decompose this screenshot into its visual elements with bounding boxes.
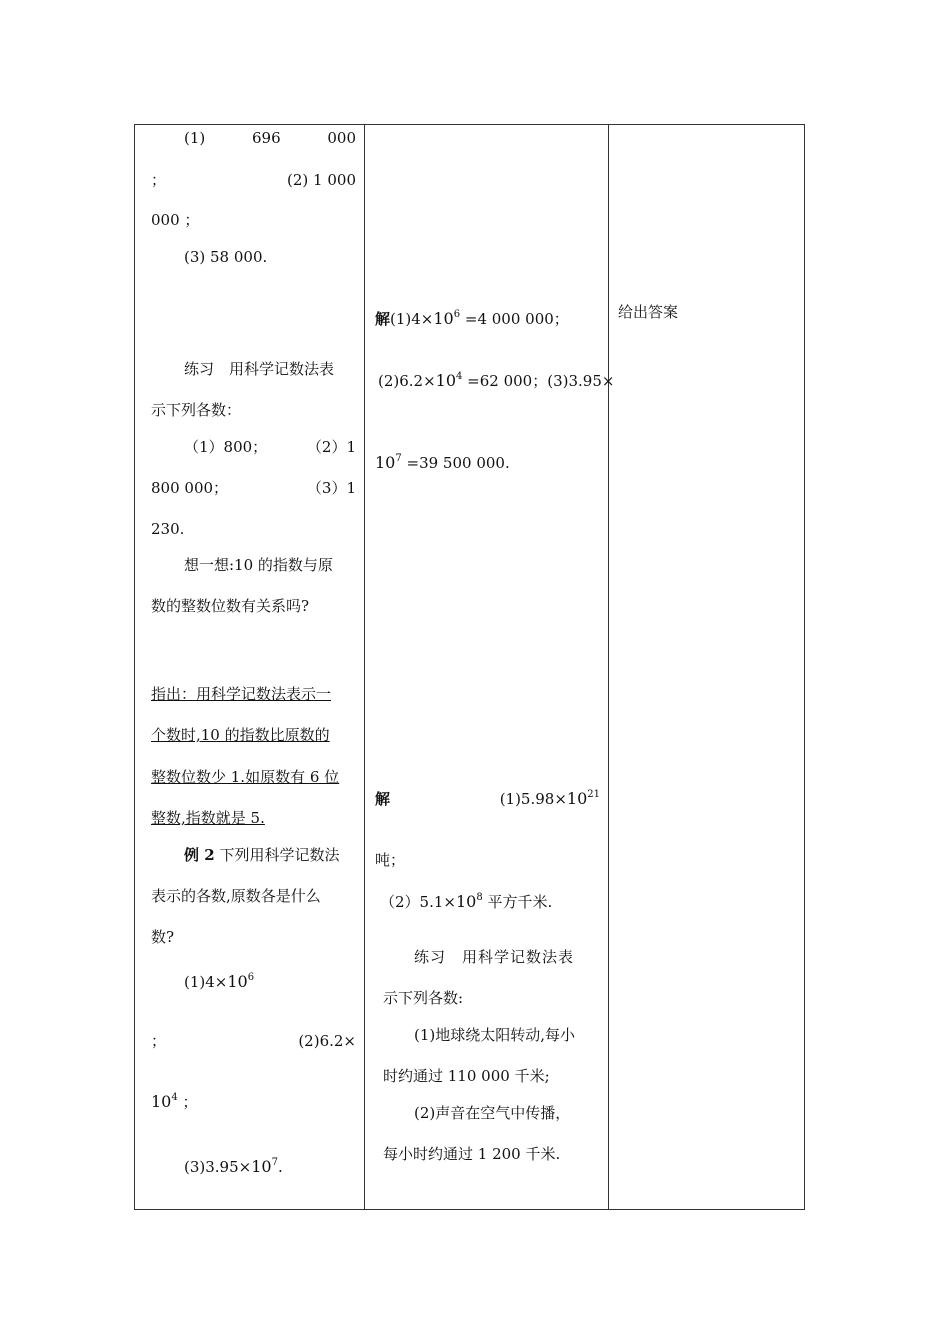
solution-label: 解 [375, 310, 391, 328]
text: . [277, 1158, 283, 1176]
solution-line [375, 309, 569, 329]
text: =39 500 000. [401, 454, 510, 472]
text: （3）1 [306, 479, 356, 497]
text: (2)6.2× [298, 1032, 356, 1050]
exponent: 7 [395, 453, 402, 464]
exponent: 7 [271, 1157, 278, 1168]
underlined-note: 个数时,10 的指数比原数的 [151, 726, 330, 744]
exponent: 8 [476, 892, 483, 903]
power-base: 10 [251, 1157, 272, 1176]
power-base: 10 [566, 789, 588, 808]
text-line [151, 1031, 356, 1051]
text-line: 示下列各数: [383, 989, 464, 1007]
text: (2) 1 000 [287, 171, 356, 189]
text-group [378, 371, 547, 391]
teacher-note: 给出答案 [618, 303, 679, 321]
text: 平方千米. [482, 893, 553, 911]
text: （2）1 [306, 438, 356, 456]
text: （1）800； [184, 438, 268, 456]
text: =4 000 000； [460, 310, 569, 328]
text: ； [151, 171, 167, 189]
text-line: 230. [151, 520, 185, 538]
text: (1)4× [184, 973, 228, 991]
text-line [151, 478, 356, 498]
exponent: 4 [456, 371, 463, 382]
text: (3)3.95× [547, 372, 615, 390]
power-base: 10 [433, 309, 454, 328]
exponent: 4 [171, 1092, 178, 1103]
text: ； [151, 1032, 167, 1050]
text: (1)5.98× [499, 790, 567, 808]
text-line: 000 ； [151, 211, 200, 229]
solution-line [378, 371, 615, 391]
text-line: (3) 58 000. [184, 248, 268, 266]
solution-line [375, 789, 600, 809]
text: 000 [327, 129, 356, 147]
solution-line [375, 453, 510, 473]
power-base: 10 [151, 1092, 172, 1111]
power-base: 10 [435, 371, 457, 390]
text-line: 时约通过 110 000 千米; [383, 1067, 550, 1085]
text: (3)3.95× [184, 1158, 252, 1176]
text-line: 练习 用科学记数法表 [184, 360, 335, 378]
power-base: 10 [375, 453, 396, 472]
example-label: 例 2 [184, 846, 215, 864]
text-line: 数的整数位数有关系吗? [151, 597, 310, 615]
example-heading [184, 845, 339, 865]
math-line [151, 1092, 198, 1112]
math-line [184, 1157, 283, 1177]
text: 800 000； [151, 479, 229, 497]
text: （2）5.1× [380, 893, 456, 911]
text-line: 数? [151, 928, 175, 946]
text-line: 练习 用科学记数法表 [414, 948, 575, 966]
text-line [184, 128, 356, 148]
text-group [500, 789, 600, 809]
text-line: 表示的各数,原数各是什么 [151, 887, 321, 905]
text-line [151, 170, 356, 190]
text-line: 每小时约通过 1 200 千米. [383, 1145, 561, 1163]
solution-label: 解 [375, 790, 391, 808]
underlined-note: 整数位数少 1.如原数有 6 位 [151, 768, 340, 786]
text-line: (2)声音在空气中传播， [414, 1104, 571, 1122]
text-line: 想一想:10 的指数与原 [184, 556, 333, 574]
text: (1)4× [390, 310, 434, 328]
column-divider [608, 125, 609, 1209]
underlined-note: 指出：用科学记数法表示一 [151, 685, 332, 703]
exponent: 21 [587, 789, 600, 800]
text: (1) [184, 129, 206, 147]
math-line [184, 972, 254, 992]
underlined-note: 整数,指数就是 5. [151, 809, 265, 827]
text: 696 [251, 129, 281, 147]
power-base: 10 [227, 972, 248, 991]
exponent: 6 [453, 309, 461, 320]
text: =62 000； [462, 372, 548, 390]
column-divider [364, 125, 365, 1209]
exponent: 6 [247, 972, 255, 983]
solution-line [380, 892, 552, 912]
text: ； [177, 1093, 198, 1111]
text: 下列用科学记数法 [214, 846, 340, 864]
text-line: (1)地球绕太阳转动,每小 [414, 1026, 576, 1044]
text-line [184, 437, 356, 457]
text: (2)6.2× [378, 372, 436, 390]
text-line: 吨； [375, 851, 406, 869]
text-line: 示下列各数： [151, 401, 242, 419]
power-base: 10 [455, 892, 477, 911]
